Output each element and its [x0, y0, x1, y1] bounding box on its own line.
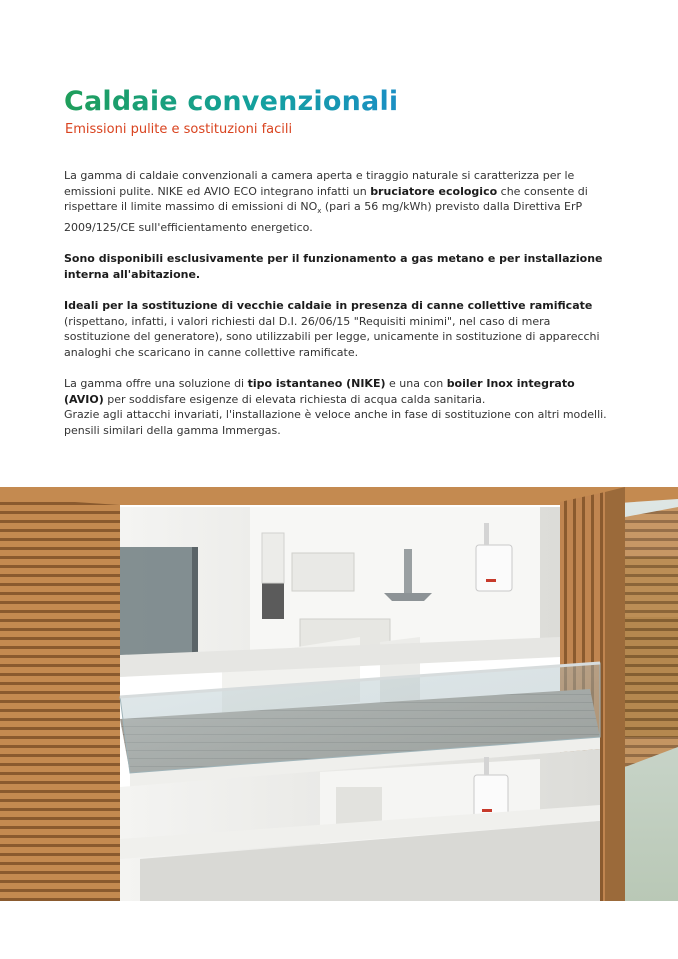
wall-cabinet	[292, 553, 354, 591]
text-span: che consente di rispettare il limite massimo di emissioni di NO	[64, 184, 588, 214]
boiler-panel	[486, 579, 496, 582]
text-span: (pari a 56 mg/kWh) previsto dalla Direttiva ErP 2009/125/CE sull'efficientamento energetico.	[64, 200, 583, 234]
glass-door	[120, 547, 192, 657]
body-text	[64, 168, 612, 438]
subscript: x	[317, 207, 322, 216]
bold-text: tipo istantaneo (NIKE)	[247, 376, 386, 390]
neighbor-facade	[625, 507, 678, 767]
paragraph-install: Grazie agli attacchi invariati, l'installazione è veloce anche in fase di sostituzione con altri modelli. pensili similari della gamma Immergas.	[64, 408, 607, 437]
wood-facade-left	[0, 487, 120, 901]
building-cutaway-illustration	[0, 487, 678, 901]
door-frame	[192, 547, 198, 657]
text-span: La gamma offre una soluzione di	[64, 376, 248, 390]
paragraph-intro	[64, 168, 612, 236]
oven	[262, 583, 284, 619]
page-subtitle: Emissioni pulite e sostituzioni facili	[65, 122, 293, 137]
text-span: per soddisfare esigenze di elevata richiesta di acqua calda sanitaria.	[103, 392, 486, 406]
bold-text: boiler Inox integrato (AVIO)	[64, 376, 575, 406]
paragraph-range	[64, 376, 612, 407]
text-span: (rispettano, infatti, i valori richiesti dal D.I. 26/06/15 "Requisiti minimi", nel caso di mera sostituzione del generatore), sono utilizzabili per legge, unicamente in sostituzione di apparecchi analoghi che scaricano in canne collettive ramificate.	[64, 314, 600, 359]
kitchen-hood	[384, 593, 432, 601]
bold-text: Sono disponibili esclusivamente per il funzionamento a gas metano e per installazione interna all'abitazione.	[64, 252, 603, 281]
paragraph-gas	[64, 251, 612, 282]
bold-text: bruciatore ecologico	[370, 184, 498, 198]
flue-pipe-lower	[484, 757, 489, 775]
wood-edge-right	[605, 487, 625, 901]
bold-text: Ideali per la sostituzione di vecchie caldaie in presenza di canne collettive ramificate	[64, 298, 593, 312]
tall-cabinet	[262, 533, 284, 583]
boiler-panel-lower	[482, 809, 492, 812]
boiler-unit-upper	[476, 545, 512, 591]
paragraph-replacement	[64, 298, 612, 360]
hood-chimney	[404, 549, 412, 593]
page-title: Caldaie convenzionali	[64, 86, 399, 117]
flue-pipe	[484, 523, 489, 545]
text-span: La gamma di caldaie convenzionali a camera aperta e tiraggio naturale si caratterizza per le emissioni pulite. NIKE ed AVIO ECO integrano infatti un	[64, 169, 575, 198]
text-span: e una con	[385, 376, 447, 390]
